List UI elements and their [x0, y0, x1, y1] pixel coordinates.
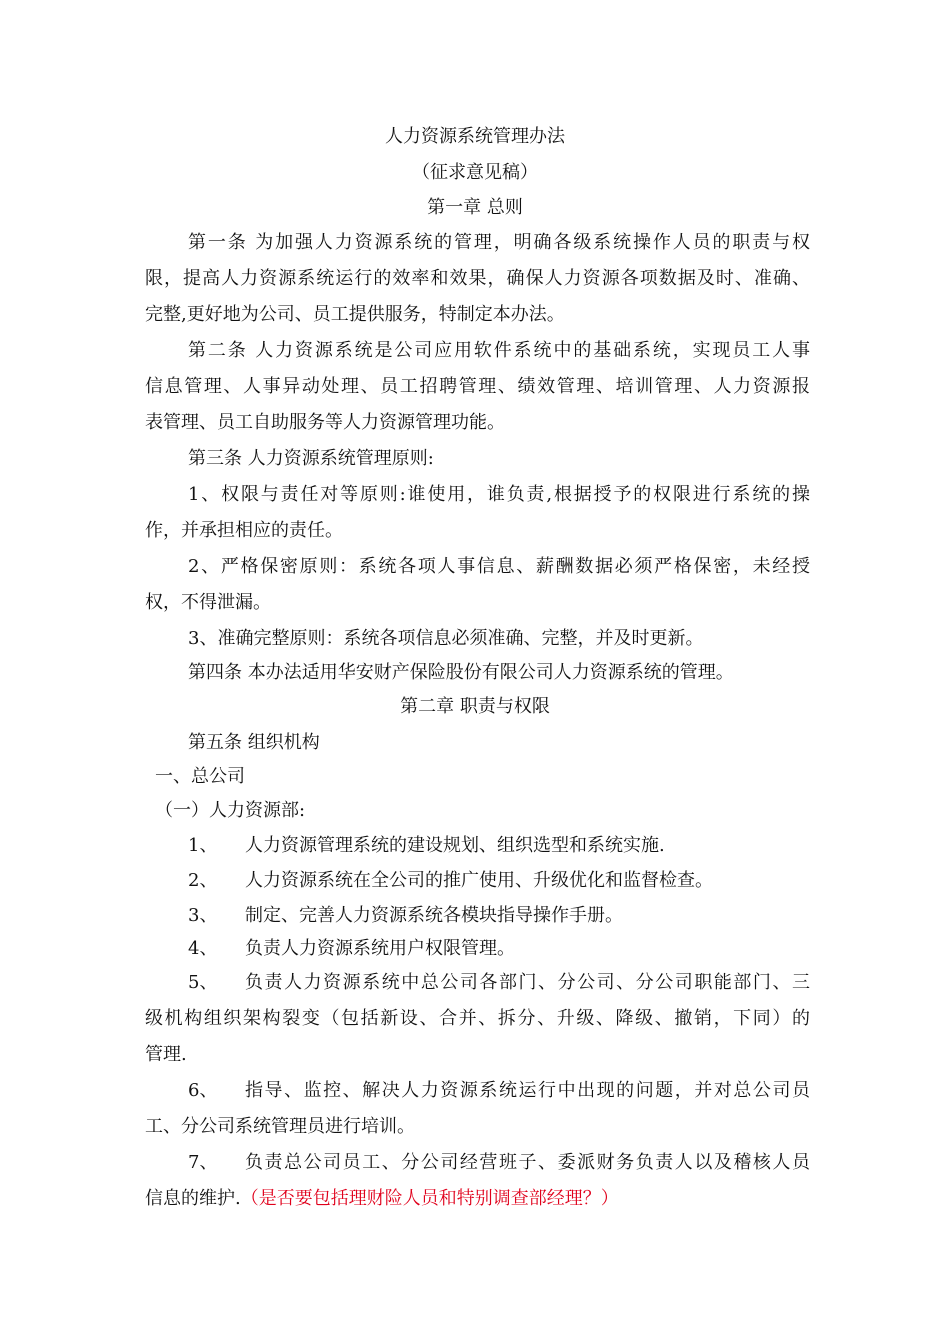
article-1-line-3: 完整,更好地为公司、员工提供服务，特制定本办法。 [145, 304, 565, 325]
document-title: 人力资源系统管理办法 [385, 126, 565, 147]
item-2-text: 人力资源系统在全公司的推广使用、升级优化和监督检查。 [245, 870, 713, 891]
item-7-number: 7、 [188, 1152, 218, 1173]
article-4: 第四条 本办法适用华安财产保险股份有限公司人力资源系统的管理。 [188, 662, 734, 683]
principle-2-line-1: 2、严格保密原则：系统各项人事信息、薪酬数据必须严格保密，未经授 [188, 556, 810, 577]
article-2-line-3: 表管理、员工自助服务等人力资源管理功能。 [145, 412, 505, 433]
item-4-number: 4、 [188, 938, 218, 959]
item-1-number: 1、 [188, 835, 218, 856]
section-heading: 一、总公司 [155, 766, 245, 787]
item-7-text: 信息的维护. [145, 1188, 241, 1209]
item-3-text: 制定、完善人力资源系统各模块指导操作手册。 [245, 905, 623, 926]
item-2-number: 2、 [188, 870, 218, 891]
review-comment: （是否要包括理财险人员和特别调查部经理？） [240, 1188, 619, 1209]
principle-1-line-2: 作，并承担相应的责任。 [145, 520, 343, 541]
item-6-line-2: 工、分公司系统管理员进行培训。 [145, 1116, 415, 1137]
article-2-line-1: 第二条 人力资源系统是公司应用软件系统中的基础系统，实现员工人事 [188, 340, 810, 361]
item-3-number: 3、 [188, 905, 218, 926]
principle-2-line-2: 权，不得泄漏。 [145, 592, 271, 613]
item-5-line-1: 负责人力资源系统中总公司各部门、分公司、分公司职能部门、三 [245, 972, 810, 993]
item-6-number: 6、 [188, 1080, 218, 1101]
item-6-line-1: 指导、监控、解决人力资源系统运行中出现的问题，并对总公司员 [245, 1080, 810, 1101]
principle-3: 3、准确完整原则：系统各项信息必须准确、完整，并及时更新。 [188, 628, 704, 649]
subsection-heading: （一）人力资源部: [155, 800, 306, 821]
chapter-heading-2: 第二章 职责与权限 [400, 696, 550, 717]
item-5-number: 5、 [188, 972, 218, 993]
item-1-text: 人力资源管理系统的建设规划、组织选型和系统实施. [245, 835, 665, 856]
chapter-heading: 第一章 总则 [427, 197, 523, 218]
article-1-line-2: 限，提高人力资源系统运行的效率和效果，确保人力资源各项数据及时、准确、 [145, 268, 810, 289]
article-5: 第五条 组织机构 [188, 732, 320, 753]
item-4-text: 负责人力资源系统用户权限管理。 [245, 938, 515, 959]
document-subtitle: （征求意见稿） [412, 162, 538, 183]
item-7-line-2 [145, 1187, 619, 1211]
principle-1-line-1: 1、权限与责任对等原则:谁使用，谁负责,根据授予的权限进行系统的操 [188, 484, 810, 505]
item-5-line-2: 级机构组织架构裂变（包括新设、合并、拆分、升级、降级、撤销，下同）的 [145, 1008, 810, 1029]
article-1-line-1: 第一条 为加强人力资源系统的管理，明确各级系统操作人员的职责与权 [188, 232, 810, 253]
article-3-heading: 第三条 人力资源系统管理原则: [188, 448, 434, 469]
item-7-line-1: 负责总公司员工、分公司经营班子、委派财务负责人以及稽核人员 [245, 1152, 810, 1173]
item-5-line-3: 管理. [145, 1044, 187, 1065]
article-2-line-2: 信息管理、人事异动处理、员工招聘管理、绩效管理、培训管理、人力资源报 [145, 376, 810, 397]
